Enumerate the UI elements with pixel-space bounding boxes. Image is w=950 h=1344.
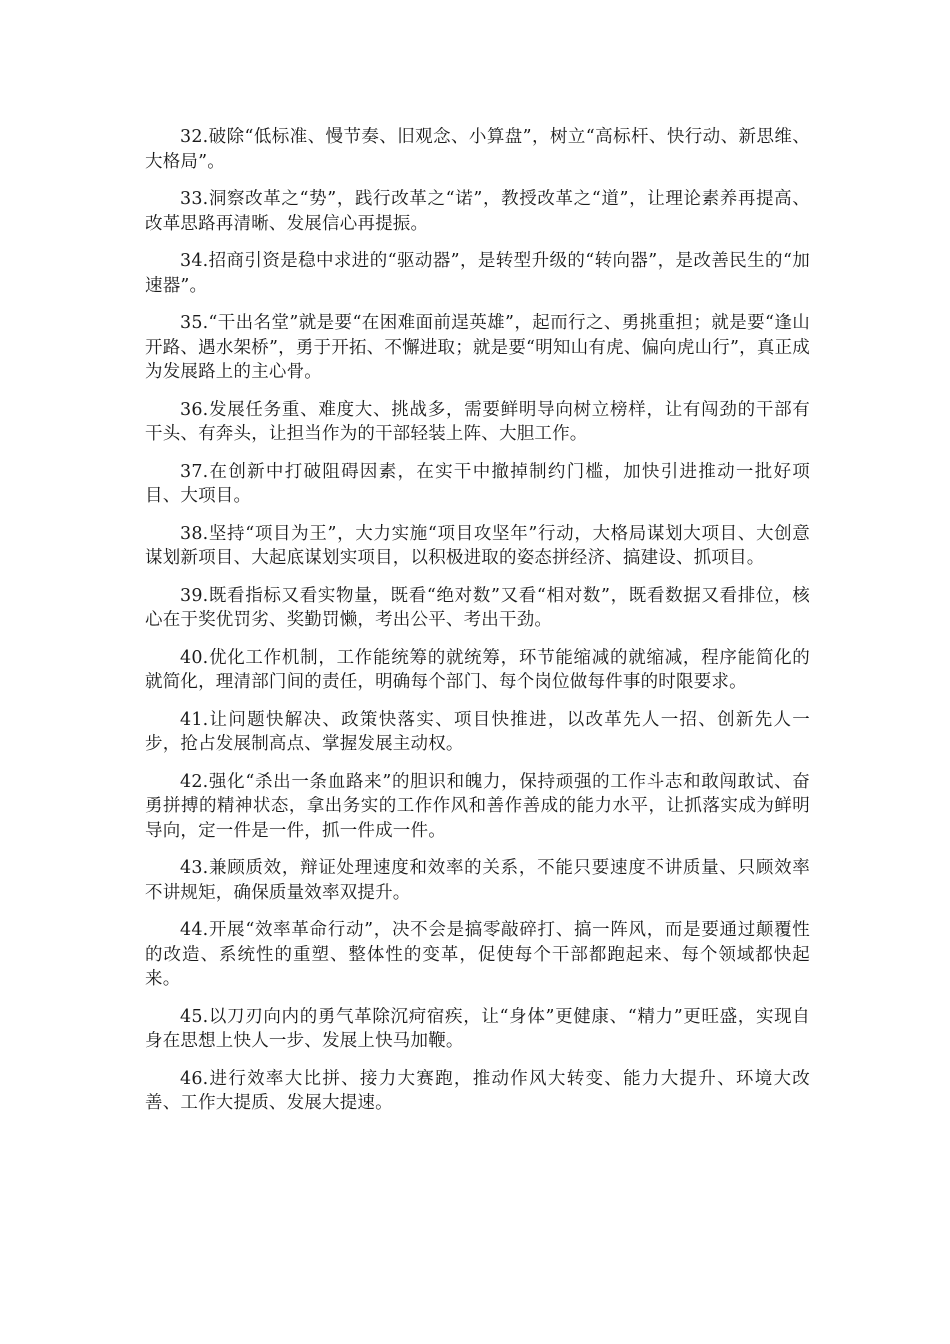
paragraph-37: 37.在创新中打破阻碍因素，在实干中撤掉制约门槛，加快引进推动一批好项目、大项目。 xyxy=(145,461,810,506)
document-body xyxy=(145,125,810,1129)
paragraph-39: 39.既看指标又看实物量，既看“绝对数”又看“相对数”，既看数据又看排位，核心在于奖优罚劣、奖勤罚懒，考出公平、考出干劲。 xyxy=(145,585,810,630)
paragraph-32: 32.破除“低标准、慢节奏、旧观念、小算盘”，树立“高标杆、快行动、新思维、大格局”。 xyxy=(145,127,810,172)
paragraph-33: 33.洞察改革之“势”，践行改革之“诺”，教授改革之“道”，让理论素养再提高、改革思路再清晰、发展信心再提振。 xyxy=(145,189,810,234)
paragraph-40: 40.优化工作机制，工作能统筹的就统筹，环节能缩减的就缩减，程序能简化的就简化，理清部门间的责任，明确每个部门、每个岗位做每件事的时限要求。 xyxy=(145,647,810,692)
paragraph-43: 43.兼顾质效，辩证处理速度和效率的关系，不能只要速度不讲质量、只顾效率不讲规矩，确保质量效率双提升。 xyxy=(145,858,810,903)
paragraph-35: 35.“干出名堂”就是要“在困难面前逞英雄”，起而行之、勇挑重担；就是要“逢山开路、遇水架桥”，勇于开拓、不懈进取；就是要“明知山有虎、偏向虎山行”，真正成为发展路上的主心骨。 xyxy=(145,313,810,382)
paragraph-46: 46.进行效率大比拼、接力大赛跑，推动作风大转变、能力大提升、环境大改善、工作大提质、发展大提速。 xyxy=(145,1068,810,1113)
paragraph-45: 45.以刀刃向内的勇气革除沉疴宿疾，让“身体”更健康、“精力”更旺盛，实现自身在思想上快人一步、发展上快马加鞭。 xyxy=(145,1006,810,1051)
paragraph-34: 34.招商引资是稳中求进的“驱动器”，是转型升级的“转向器”，是改善民生的“加速器”。 xyxy=(145,251,810,296)
paragraph-38: 38.坚持“项目为王”，大力实施“项目攻坚年”行动，大格局谋划大项目、大创意谋划新项目、大起底谋划实项目，以积极进取的姿态拼经济、搞建设、抓项目。 xyxy=(145,523,810,568)
paragraph-36: 36.发展任务重、难度大、挑战多，需要鲜明导向树立榜样，让有闯劲的干部有干头、有奔头，让担当作为的干部轻装上阵、大胆工作。 xyxy=(145,399,810,444)
paragraph-44: 44.开展“效率革命行动”，决不会是搞零敲碎打、搞一阵风，而是要通过颠覆性的改造、系统性的重塑、整体性的变革，促使每个干部都跑起来、每个领域都快起来。 xyxy=(145,920,810,989)
paragraph-41: 41.让问题快解决、政策快落实、项目快推进，以改革先人一招、创新先人一步，抢占发展制高点、掌握发展主动权。 xyxy=(145,709,810,754)
paragraph-42: 42.强化“杀出一条血路来”的胆识和魄力，保持顽强的工作斗志和敢闯敢试、奋勇拼搏的精神状态，拿出务实的工作作风和善作善成的能力水平，让抓落实成为鲜明导向，定一件是一件，抓一件成一件。 xyxy=(145,771,810,841)
